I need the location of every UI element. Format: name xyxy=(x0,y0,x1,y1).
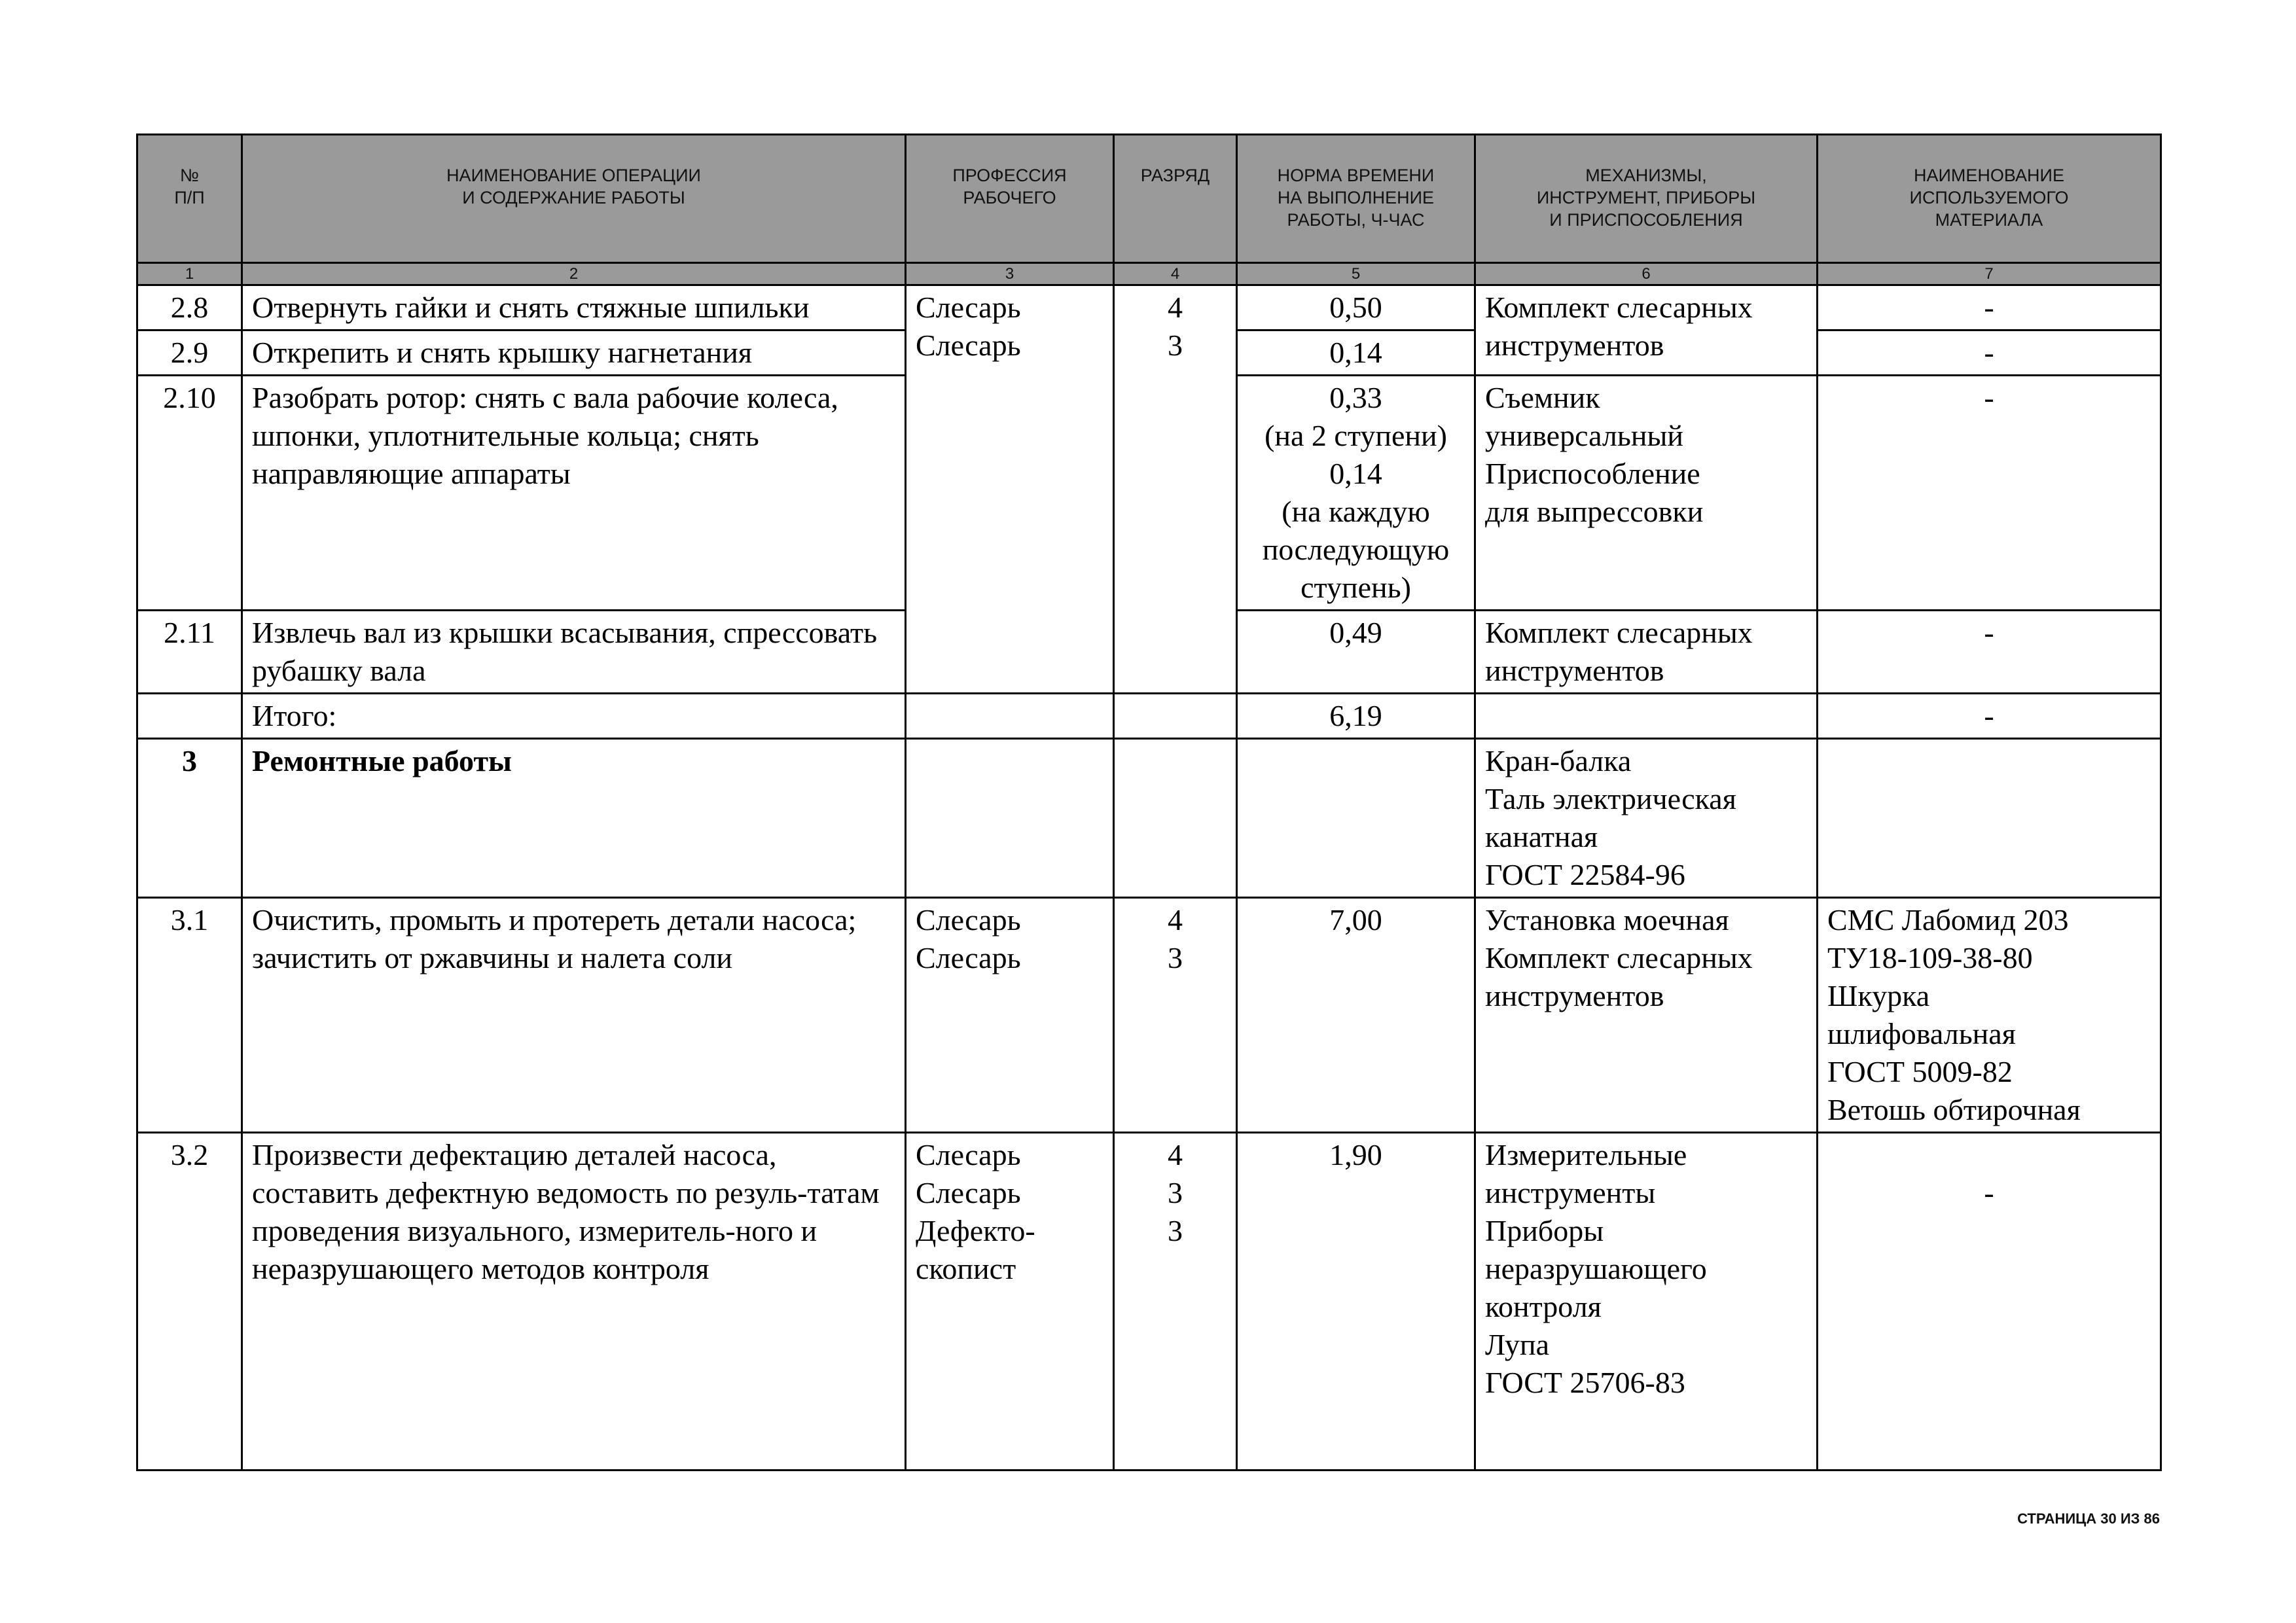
operation-text: Разобрать ротор: снять с вала рабочие колеса, шпонки, уплотнительные кольца; снять направляющие аппараты xyxy=(242,376,906,611)
page-number: СТРАНИЦА 30 ИЗ 86 xyxy=(2017,1510,2160,1527)
row-number: 3.2 xyxy=(137,1133,242,1471)
total-row xyxy=(137,694,2161,739)
section-row xyxy=(137,739,2161,898)
material-cell: - xyxy=(1818,1133,2161,1471)
column-number: 2 xyxy=(242,263,906,285)
operation-text: Отвернуть гайки и снять стяжные шпильки xyxy=(242,285,906,330)
grade-cell: 4 3 xyxy=(1114,898,1237,1133)
section-title: Ремонтные работы xyxy=(242,739,906,898)
header-column-numbers xyxy=(137,263,2161,285)
table-row xyxy=(137,1133,2161,1471)
time-norm-cell: 0,33 (на 2 ступени) 0,14 (на каждую последующую ступень) xyxy=(1237,376,1475,611)
row-number: 2.8 xyxy=(137,285,242,330)
time-norm-cell: 0,14 xyxy=(1237,330,1475,376)
header-grade: РАЗРЯД xyxy=(1114,135,1237,263)
operation-text: Очистить, промыть и протереть детали насоса; зачистить от ржавчины и налета соли xyxy=(242,898,906,1133)
time-norm-cell: 7,00 xyxy=(1237,898,1475,1133)
profession-cell: Слесарь Слесарь xyxy=(906,898,1114,1133)
column-number: 4 xyxy=(1114,263,1237,285)
material-cell: - xyxy=(1818,285,2161,330)
time-norm-cell: 0,49 xyxy=(1237,611,1475,694)
time-norm-cell: 0,50 xyxy=(1237,285,1475,330)
row-number: 3.1 xyxy=(137,898,242,1133)
table-row xyxy=(137,285,2161,330)
time-norm-cell: 1,90 xyxy=(1237,1133,1475,1471)
column-number: 7 xyxy=(1818,263,2161,285)
grade-cell: 4 3 xyxy=(1114,285,1237,694)
material-cell: - xyxy=(1818,611,2161,694)
grade-cell: 4 3 3 xyxy=(1114,1133,1237,1471)
operation-text: Открепить и снять крышку нагнетания xyxy=(242,330,906,376)
header-number: № П/П xyxy=(137,135,242,263)
tools-cell: Кран-балка Таль электрическая канатная ГОСТ 22584-96 xyxy=(1475,739,1818,898)
header-material: НАИМЕНОВАНИЕ ИСПОЛЬЗУЕМОГО МАТЕРИАЛА xyxy=(1818,135,2161,263)
operation-text: Произвести дефектацию деталей насоса, составить дефектную ведомость по резуль-татам проведения визуального, измеритель-ного и неразрушающего методов контроля xyxy=(242,1133,906,1471)
header-time-norm: НОРМА ВРЕМЕНИ НА ВЫПОЛНЕНИЕ РАБОТЫ, Ч-ЧАС xyxy=(1237,135,1475,263)
column-number: 3 xyxy=(906,263,1114,285)
row-number: 2.10 xyxy=(137,376,242,611)
column-number: 1 xyxy=(137,263,242,285)
row-number: 2.9 xyxy=(137,330,242,376)
header-tools: МЕХАНИЗМЫ, ИНСТРУМЕНТ, ПРИБОРЫ И ПРИСПОСОБЛЕНИЯ xyxy=(1475,135,1818,263)
material-cell: - xyxy=(1818,694,2161,739)
operations-table xyxy=(136,134,2162,1471)
column-number: 6 xyxy=(1475,263,1818,285)
table-row xyxy=(137,898,2161,1133)
table-header xyxy=(137,135,2161,285)
header-operation: НАИМЕНОВАНИЕ ОПЕРАЦИИ И СОДЕРЖАНИЕ РАБОТЫ xyxy=(242,135,906,263)
profession-cell: Слесарь Слесарь xyxy=(906,285,1114,694)
tools-cell: Установка моечная Комплект слесарных инструментов xyxy=(1475,898,1818,1133)
total-time-norm: 6,19 xyxy=(1237,694,1475,739)
tools-cell: Комплект слесарных инструментов xyxy=(1475,285,1818,376)
column-number: 5 xyxy=(1237,263,1475,285)
tools-cell: Измерительные инструменты Приборы неразрушающего контроля Лупа ГОСТ 25706-83 xyxy=(1475,1133,1818,1471)
profession-cell: Слесарь Слесарь Дефекто- скопист xyxy=(906,1133,1114,1471)
total-label: Итого: xyxy=(242,694,906,739)
material-cell: - xyxy=(1818,330,2161,376)
tools-cell: Съемник универсальный Приспособление для выпрессовки xyxy=(1475,376,1818,611)
material-cell: - xyxy=(1818,376,2161,611)
tools-cell: Комплект слесарных инструментов xyxy=(1475,611,1818,694)
operation-text: Извлечь вал из крышки всасывания, спрессовать рубашку вала xyxy=(242,611,906,694)
row-number: 2.11 xyxy=(137,611,242,694)
header-profession: ПРОФЕССИЯ РАБОЧЕГО xyxy=(906,135,1114,263)
material-cell: СМС Лабомид 203 ТУ18-109-38-80 Шкурка шлифовальная ГОСТ 5009-82 Ветошь обтирочная xyxy=(1818,898,2161,1133)
section-number: 3 xyxy=(137,739,242,898)
